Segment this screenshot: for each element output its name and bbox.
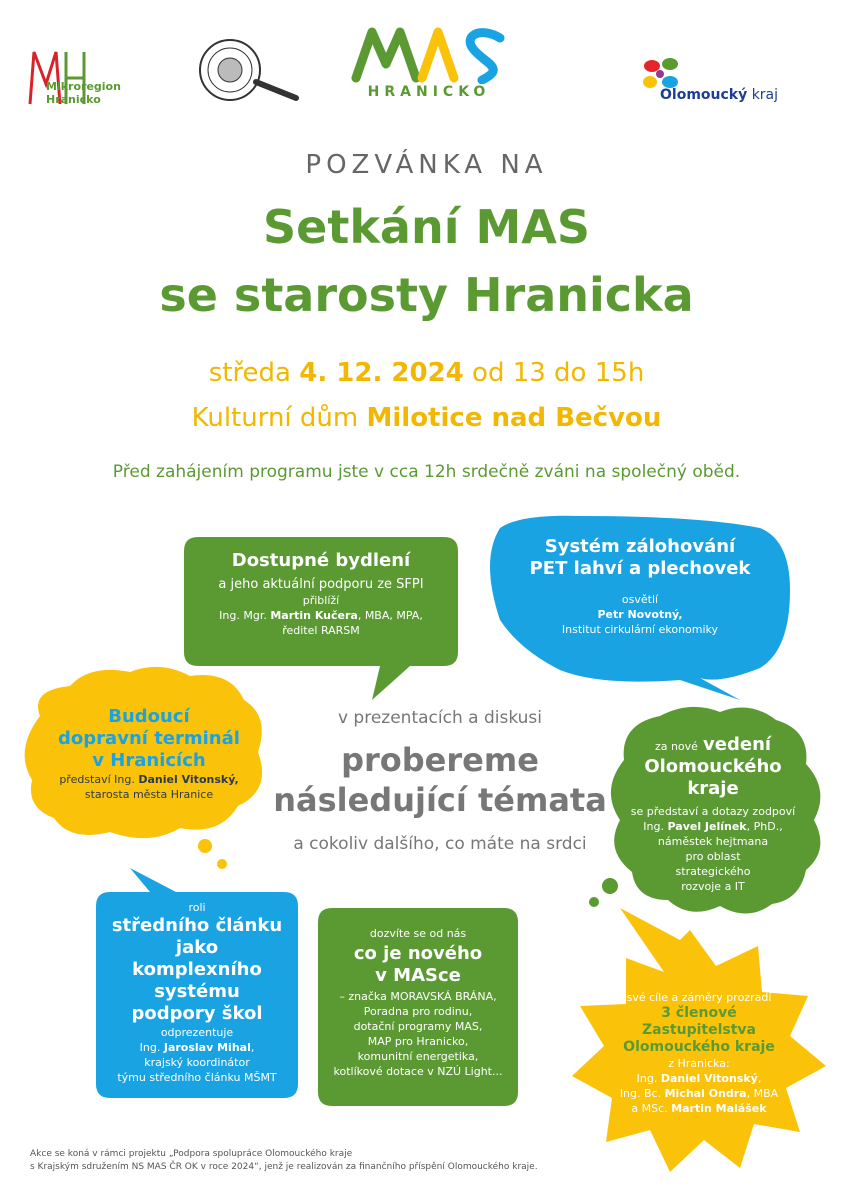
school-pre: roli — [188, 901, 206, 914]
center-outro: a cokoliv dalšího, co máte na srdci — [293, 834, 587, 854]
school-t4: systému — [154, 981, 240, 1002]
council-p2: Ing. Bc. Michal Ondra, MBA — [619, 1087, 779, 1100]
council-intro: z Hranicka: — [668, 1057, 730, 1070]
terminal-title3: v Hranicích — [92, 750, 206, 771]
council-t1: 3 členové — [661, 1005, 737, 1021]
news-t1: co je nového — [353, 943, 483, 964]
school-intro: odprezentuje — [160, 1026, 234, 1039]
school-t2: jako — [175, 937, 219, 958]
terminal-title2: dopravní terminál — [58, 728, 240, 749]
leadership-title3: kraje — [687, 778, 739, 799]
leadership-role2: pro oblast — [685, 850, 741, 863]
school-role2: týmu středního článku MŠMT — [117, 1071, 277, 1084]
housing-title: Dostupné bydlení — [231, 550, 411, 571]
housing-person: Ing. Mgr. Martin Kučera, MBA, MPA, — [219, 609, 423, 622]
leadership-role1: náměstek hejtmana — [657, 835, 769, 848]
event-date: středa 4. 12. 2024 od 13 do 15h — [208, 358, 645, 388]
bubble-school — [100, 900, 294, 1085]
council-p1: Ing. Daniel Vitonský, — [636, 1072, 762, 1085]
council-p3: a MSc. Martin Malášek — [631, 1102, 767, 1115]
news-l2: Poradna pro rodinu, — [363, 1005, 473, 1018]
event-place: Kulturní dům Milotice nad Bečvou — [191, 403, 662, 433]
leadership-intro: se představí a dotazy zodpoví — [630, 805, 796, 818]
leadership-title2: Olomouckého — [644, 756, 782, 777]
pet-title1: Systém zálohování — [544, 536, 736, 557]
news-l5: komunitní energetika, — [357, 1050, 479, 1063]
bubble-terminal — [36, 706, 262, 802]
news-l3: dotační programy MAS, — [353, 1020, 483, 1033]
mas-subtitle: HRANICKO — [367, 84, 491, 100]
news-l1: – značka MORAVSKÁ BRÁNA, — [339, 990, 497, 1003]
news-pre: dozvíte se od nás — [369, 927, 467, 940]
invite-heading: POZVÁNKA NA — [305, 150, 548, 180]
center-intro: v prezentacích a diskusi — [337, 708, 543, 728]
bubble-housing — [190, 550, 452, 638]
council-pre: své cíle a záměry prozradí — [626, 991, 772, 1004]
news-l6: kotlíkové dotace v NZÚ Light... — [333, 1065, 503, 1078]
leadership-person: Ing. Pavel Jelínek, PhD., — [643, 820, 783, 833]
event-title-line2: se starosty Hranicka — [159, 268, 694, 322]
school-role1: krajský koordinátor — [144, 1056, 250, 1069]
school-t1: středního článku — [111, 915, 283, 936]
lunch-note: Před zahájením programu jste v cca 12h srdečně zváni na společný oběd. — [112, 462, 741, 482]
pet-title2: PET lahví a plechovek — [529, 558, 751, 579]
school-person: Ing. Jaroslav Mihal, — [139, 1041, 255, 1054]
olomoucky-text: Olomoucký kraj — [660, 87, 779, 103]
bubble-leadership — [618, 734, 808, 894]
footer-note: Akce se koná v rámci projektu „Podpora spolupráce Olomouckého kraje s Krajským sdružením NS MAS ČR OK v roce 2024“, jenž je realizován za finančního příspění Olomouckého kraje. — [30, 1149, 538, 1172]
housing-intro: přiblíží — [302, 594, 340, 607]
leadership-role3: strategického — [675, 865, 751, 878]
school-t5: podpory škol — [131, 1003, 263, 1024]
mikroregion-text: Mikroregion Hranicko — [46, 80, 121, 106]
council-t3: Olomouckého kraje — [623, 1039, 775, 1055]
terminal-role: starosta města Hranice — [84, 788, 214, 801]
bubble-news — [322, 926, 514, 1079]
council-t2: Zastupitelstva — [642, 1022, 756, 1038]
housing-role: ředitel RARSM — [282, 624, 360, 637]
news-t2: v MASce — [375, 965, 461, 986]
leadership-role4: rozvoje a IT — [681, 880, 745, 893]
pet-intro: osvětlí — [621, 593, 659, 606]
terminal-person: představí Ing. Daniel Vitonský, — [59, 773, 239, 786]
housing-sub: a jeho aktuální podporu ze SFPI — [218, 577, 424, 592]
leadership-title1: za nové vedení — [654, 734, 772, 755]
pet-person: Petr Novotný, — [597, 608, 683, 621]
center-headline: probereme následující témata — [273, 741, 607, 819]
bubble-pet — [505, 536, 775, 637]
news-l4: MAP pro Hranicko, — [367, 1035, 469, 1048]
terminal-title1: Budoucí — [108, 706, 190, 727]
event-title-line1: Setkání MAS — [263, 200, 590, 254]
school-t3: komplexního — [132, 959, 262, 980]
bubble-council — [594, 990, 804, 1116]
pet-role: Institut cirkulární ekonomiky — [561, 623, 719, 636]
